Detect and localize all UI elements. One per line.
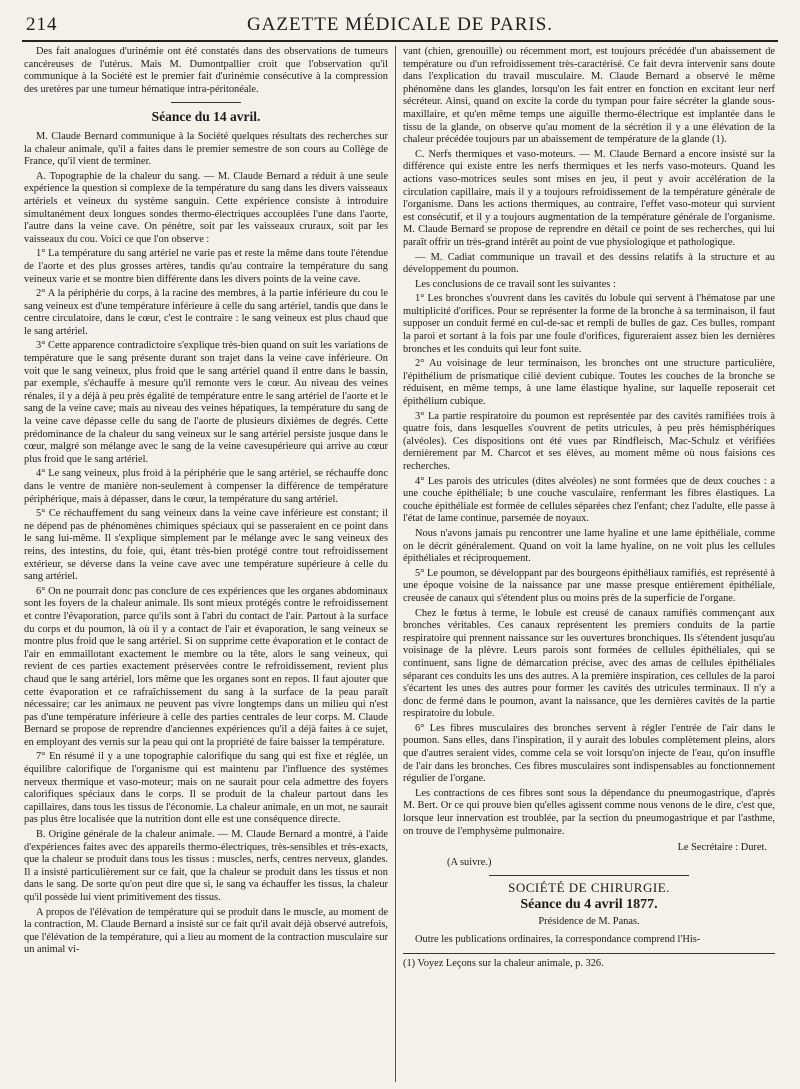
paragraph: Outre les publications ordinaires, la correspondance comprend l'His- <box>415 934 701 946</box>
paragraph: Des fait analogues d'urinémie ont été constatés dans des observations de tumeurs cancéreuses de l'utérus. Mais M. Dumontpallier croit que l'observation qu'il communique à la Société est le premier fait d'urinémie consécutive à la compression des uretères par une tumeur hématique intra-péritonéale. <box>24 46 388 95</box>
paragraph: 1° Les bronches s'ouvrent dans les cavités du lobule qui servent à l'hématose par une multiplicité d'orifices. Pour se représenter la forme de la bronche à sa terminaison, il faut supposer un conduit fermé en cul-de-sac et rempli de bulles de gaz. Ces bulles, rompant la paroi et sortant à la fois par une foule d'orifices, figureraient assez bien les dernières bronches et les conduits qui leur font suite. <box>403 293 775 355</box>
session-title: Séance du 4 avril 1877. <box>520 897 658 912</box>
section-title: Séance du 14 avril. <box>151 109 261 125</box>
paragraph: 5° Ce réchauffement du sang veineux dans la veine cave inférieure est constant; il ne dépend pas de phénomènes chimiques spéciaux qui se passeraient en ce point dans le sang lui-même. Il s'explique simplement par le mélange avec le sang veineux des reins, des intestins, du foie, qui, étant très-bien protégé contre tout refroidissement extérieur, se déverse dans la veine cave avec une température supérieure à celle du sang artériel. <box>24 508 388 583</box>
divider <box>489 875 689 876</box>
paragraph: 5° Le poumon, se développant par des bourgeons épithéliaux ramifiés, est représenté à une époque voisine de la naissance par une masse presque entièrement épithéliale, creusée de canaux qui s'étendent plus ou moins près de la superficie de l'organe. <box>403 567 775 604</box>
paragraph: Chez le fœtus à terme, le lobule est creusé de canaux ramifiés commençant aux bronches véritables. Ces canaux représentent les premiers conduits de la partie respiratoire qui prennent naissance sur les ouvertures bronchiques. Ils s'étendent jusqu'au voisinage de la plèvre. Leurs parois sont formées de cellules épithéliales, qui se continuent, sans ligne de démarcation précise, avec des amas de cellules épithéliales séparant ces conduits les uns des autres. A la première inspiration, ces cellules de la paroi s'écartent les unes des autres pour former les cavités des utricules terminaux. Il n'y a donc de fermé dans le poumon, avant la naissance, que les dernières cavités de la partie respiratoire du lobule. <box>403 607 775 720</box>
paragraph: A propos de l'élévation de température qui se produit dans le muscle, au moment de la contraction, M. Claude Bernard a insisté sur ce fait qu'il avait déjà observé autrefois, que l'élévation de la température, qui a lieu au moment de la contraction musculaire sur un animal vi- <box>24 906 388 956</box>
paragraph: B. Origine générale de la chaleur animale. — M. Claude Bernard a montré, à l'aide d'expériences faites avec des appareils thermo-électriques, très-sensibles et très-exacts, que la chaleur se produit dans tous les tissus : muscles, nerfs, centres nerveux, glandes. Il a insisté particulièrement sur ce fait, que la chaleur se produit dans les tissus et non dans le sang. De sorte qu'on peut dire que si, le sang va échauffer les tissus, la chaleur qu'il possède lui vient primitivement des tissus. <box>24 829 388 903</box>
society-title: SOCIÉTÉ DE CHIRURGIE. <box>508 880 670 896</box>
paragraph: 1° La température du sang artériel ne varie pas et reste la même dans toute l'étendue de l'aorte et des plus grosses artères, tandis qu'au contraire la température du sang veineux varie et se montre bien différente dans les divers points de la veine cave. <box>24 248 388 285</box>
paragraph: 6° Les fibres musculaires des bronches servent à régler l'entrée de l'air dans le poumon. Sans elles, dans l'inspiration, il y aurait des lobules complètement pleins, alors que d'autres seraient vides, comme cela se voit lorsqu'on injecte de l'eau, qu'on insuffle de l'air dans les bronches. Ces fibres musculaires sont indispensables au fonctionnement régulier de l'organe. <box>403 722 775 785</box>
paragraph: 2° A la périphérie du corps, à la racine des membres, à la partie inférieure du cou le sang veineux est d'une température inférieure à celle du sang artériel, tandis que dans le centre circulatoire, dans le cœur, c'est le contraire : le sang veineux est plus chaud que le sang artériel. <box>24 288 388 337</box>
paragraph: 2° Au voisinage de leur terminaison, les bronches ont une structure particulière, l'épithélium de prismatique cilié devient cubique. Toutes les couches de la bronche se réduisent, en même temps, à une lame élastique hyaline, sur laquelle reposerait cet épithélium cubique. <box>403 358 775 408</box>
paragraph: Nous n'avons jamais pu rencontrer une lame hyaline et une lame épithéliale, comme on le décrit généralement. Quand on voit la lame hyaline, on ne voit plus les cellules épithéliales et réciproquement. <box>403 527 775 565</box>
right-column <box>403 46 775 1082</box>
paragraph: 4° Les parois des utricules (dites alvéoles) ne sont formées que de deux couches : a une couche épithéliale; b une couche vasculaire, renfermant les fibres élastiques. La couche épithéliale est formée de cellules séparées chez l'enfant; chez l'adulte, elle passe à l'état de lame continue, parsemée de noyaux. <box>403 475 775 525</box>
paragraph: 7° En résumé il y a une topographie calorifique du sang qui est fixe et réglée, un équilibre calorifique de l'organisme qui est maintenu par l'influence des systèmes nerveux thermique et vaso-moteur; mais on ne saurait pour cela admettre des foyers calorifiques spéciaux dans le corps. Il se produit de la chaleur partout dans les capillaires, dans tous les tissus de l'économie. La chaleur animale, en un mot, ne saurait pas plus être localisée que la nutrition dont elle est une conséquence directe. <box>24 751 388 826</box>
paragraph: M. Claude Bernard communique à la Société quelques résultats des recherches sur la chaleur animale, qu'il a faites dans le premier semestre de son cours au Collège de France, qu'il vient de terminer. <box>24 130 388 168</box>
paragraph: — M. Cadiat communique un travail et des dessins relatifs à la structure et au développement du poumon. <box>403 251 775 276</box>
paragraph: 4° Le sang veineux, plus froid à la périphérie que le sang artériel, se réchauffe donc dans le ventre de manière non-seulement à compenser la différence de température périphérique, mais à dépasser, dans le cœur, la température du sang artériel. <box>24 468 388 505</box>
paragraph: 6° On ne pourrait donc pas conclure de ces expériences que les organes abdominaux sont les foyers de la chaleur animale. Ils sont mieux protégés contre le refroidissement et contre l'évaporation, parce qu'ils sont à l'abri du contact de l'air. Partout à la surface du corps et du poumon, là où il y a contact de l'air et évaporation, le sang veineux se montre plus froid que le sang artériel. Si on supprime cette évaporation et le contact de l'air en emmaillotant exactement le membre ou la tête, alors le sang veineux, qui revient de ces parties exactement préservées contre le refroidissement, revient plus chaud que le sang artériel, lors même que les organes sont en repos. Il faut ajouter que cette évaporation et ce rafraîchissement du sang à la surface de la peau paraît nécessaire; car les animaux ne peuvent pas vivre longtemps dans un milieu qui n'est pas d'une température inférieure à celle des parties centrales de leur corps. M. Claude Bernard se propose de reprendre d'anciennes expériences qu'il a déjà faites à ce sujet, en employant des vernis sur la peau qui ont la propriété de faire baisser la température. <box>24 585 388 748</box>
secretary-signature: Le Secrétaire : Duret. <box>677 842 767 854</box>
paragraph: Les contractions de ces fibres sont sous la dépendance du pneumogastrique, d'après M. Bert. Or ce qui prouve bien qu'elles agissent comme nous venons de le dire, c'est que, lorsque leur innervation est troublée, par la section du pneumogastrique et par l'asthme, on trouve de l'emphysème pulmonaire. <box>403 787 775 837</box>
paragraph: A. Topographie de la chaleur du sang. — M. Claude Bernard a réduit à une seule expérience la question si complexe de la température du sang dans les divers vaisseaux artériels et veineux du système sanguin. Cette expérience consiste à introduire simultanément deux longues sondes thermo-électriques accouplées l'une dans l'aorte, l'autre dans la veine cave. On pénètre, soit par les vaisseaux cruraux, soit par les vaisseaux du cou. Voici ce que l'on observe : <box>24 170 388 245</box>
page-number: 214 <box>26 14 58 35</box>
paragraph: vant (chien, grenouille) ou récemment mort, est toujours précédée d'un abaissement de température ou d'un refroidissement très-caractérisé. Ce fait devra intervenir sans doute dans l'explication du travail musculaire. M. Claude Bernard a observé le même phénomène dans les glandes, lorsqu'on les fait entrer en fonction en excitant leur nerf sécréteur. Ainsi, quand on excite la corde du tympan pour faire sécréter la glande sous-maxillaire, et qu'en même temps une aiguille thermo-électrique est implantée dans le tissu de la glande, on observe qu'au moment de la sécrétion il y a une élévation de la chaleur précédée toujours par un abaissement de température de la glande (1). <box>403 46 775 146</box>
left-column <box>24 46 388 1082</box>
paragraph: Les conclusions de ce travail sont les suivantes : <box>415 278 616 290</box>
paragraph: C. Nerfs thermiques et vaso-moteurs. — M. Claude Bernard a encore insisté sur la différence qui existe entre les nerfs thermiques et les nerfs vaso-moteurs. Quand les actions vaso-motrices seules sont mises en jeu, il peut y avoir accélération de la circulation capillaire, mais il y a toujours refroidissement de la température générale de l'organisme. Dans les actions thermiques, au contraire, l'effet vaso-moteur qui survient est consécutif, et il y a toujours augmentation de la température générale de l'organisme. M. Claude Bernard se propose de reprendre en détail ce point de ses recherches, qui lui paraît offrir un très-grand intérêt au point de vue physiologique et pathologique. <box>403 148 775 248</box>
divider <box>171 102 241 103</box>
presidency-line: Présidence de M. Panas. <box>538 915 640 927</box>
footnote: (1) Voyez Leçons sur la chaleur animale, p. 326. <box>403 953 775 971</box>
column-rule <box>395 46 396 1082</box>
paragraph: 3° Cette apparence contradictoire s'explique très-bien quand on suit les variations de température que le sang présente durant son trajet dans la veine cave inférieure. On voit que le sang veineux, plus froid que le sang artériel quand il entre dans le bassin, par exemple, s'échauffe à mesure qu'il remonte vers le cœur. Au niveau des veines rénales, il y a déjà à peu près égalité de température entre le sang artériel de l'aorte et le sang de la veine cave; mais au niveau des veines hépatiques, la température du sang de la veine cave dépasse celle du sang de l'aorte de plusieurs dixièmes de degrés. Cette prédominance de la chaleur du sang veineux sur le sang artériel persiste jusque dans le cœur, malgré son mélange avec le sang de la veine cavesupérieure qui arrive au cœur plus froid que le sang artériel. <box>24 340 388 465</box>
page-header <box>22 10 778 42</box>
journal-title: GAZETTE MÉDICALE DE PARIS. <box>246 14 554 35</box>
paragraph: 3° La partie respiratoire du poumon est représentée par des cavités ramifiées trois à quatre fois, dans lesquelles s'ouvrent de petits utricules, à peu près hémisphériques (alvéoles). Ces dispositions ont été vues par Rindfleisch, Mac-Schulz et vérifiées dernièrement par M. Charcot et ses élèves, au moment même où nous faisions ces recherches. <box>403 410 775 472</box>
to-be-continued: (A suivre.) <box>447 856 492 868</box>
